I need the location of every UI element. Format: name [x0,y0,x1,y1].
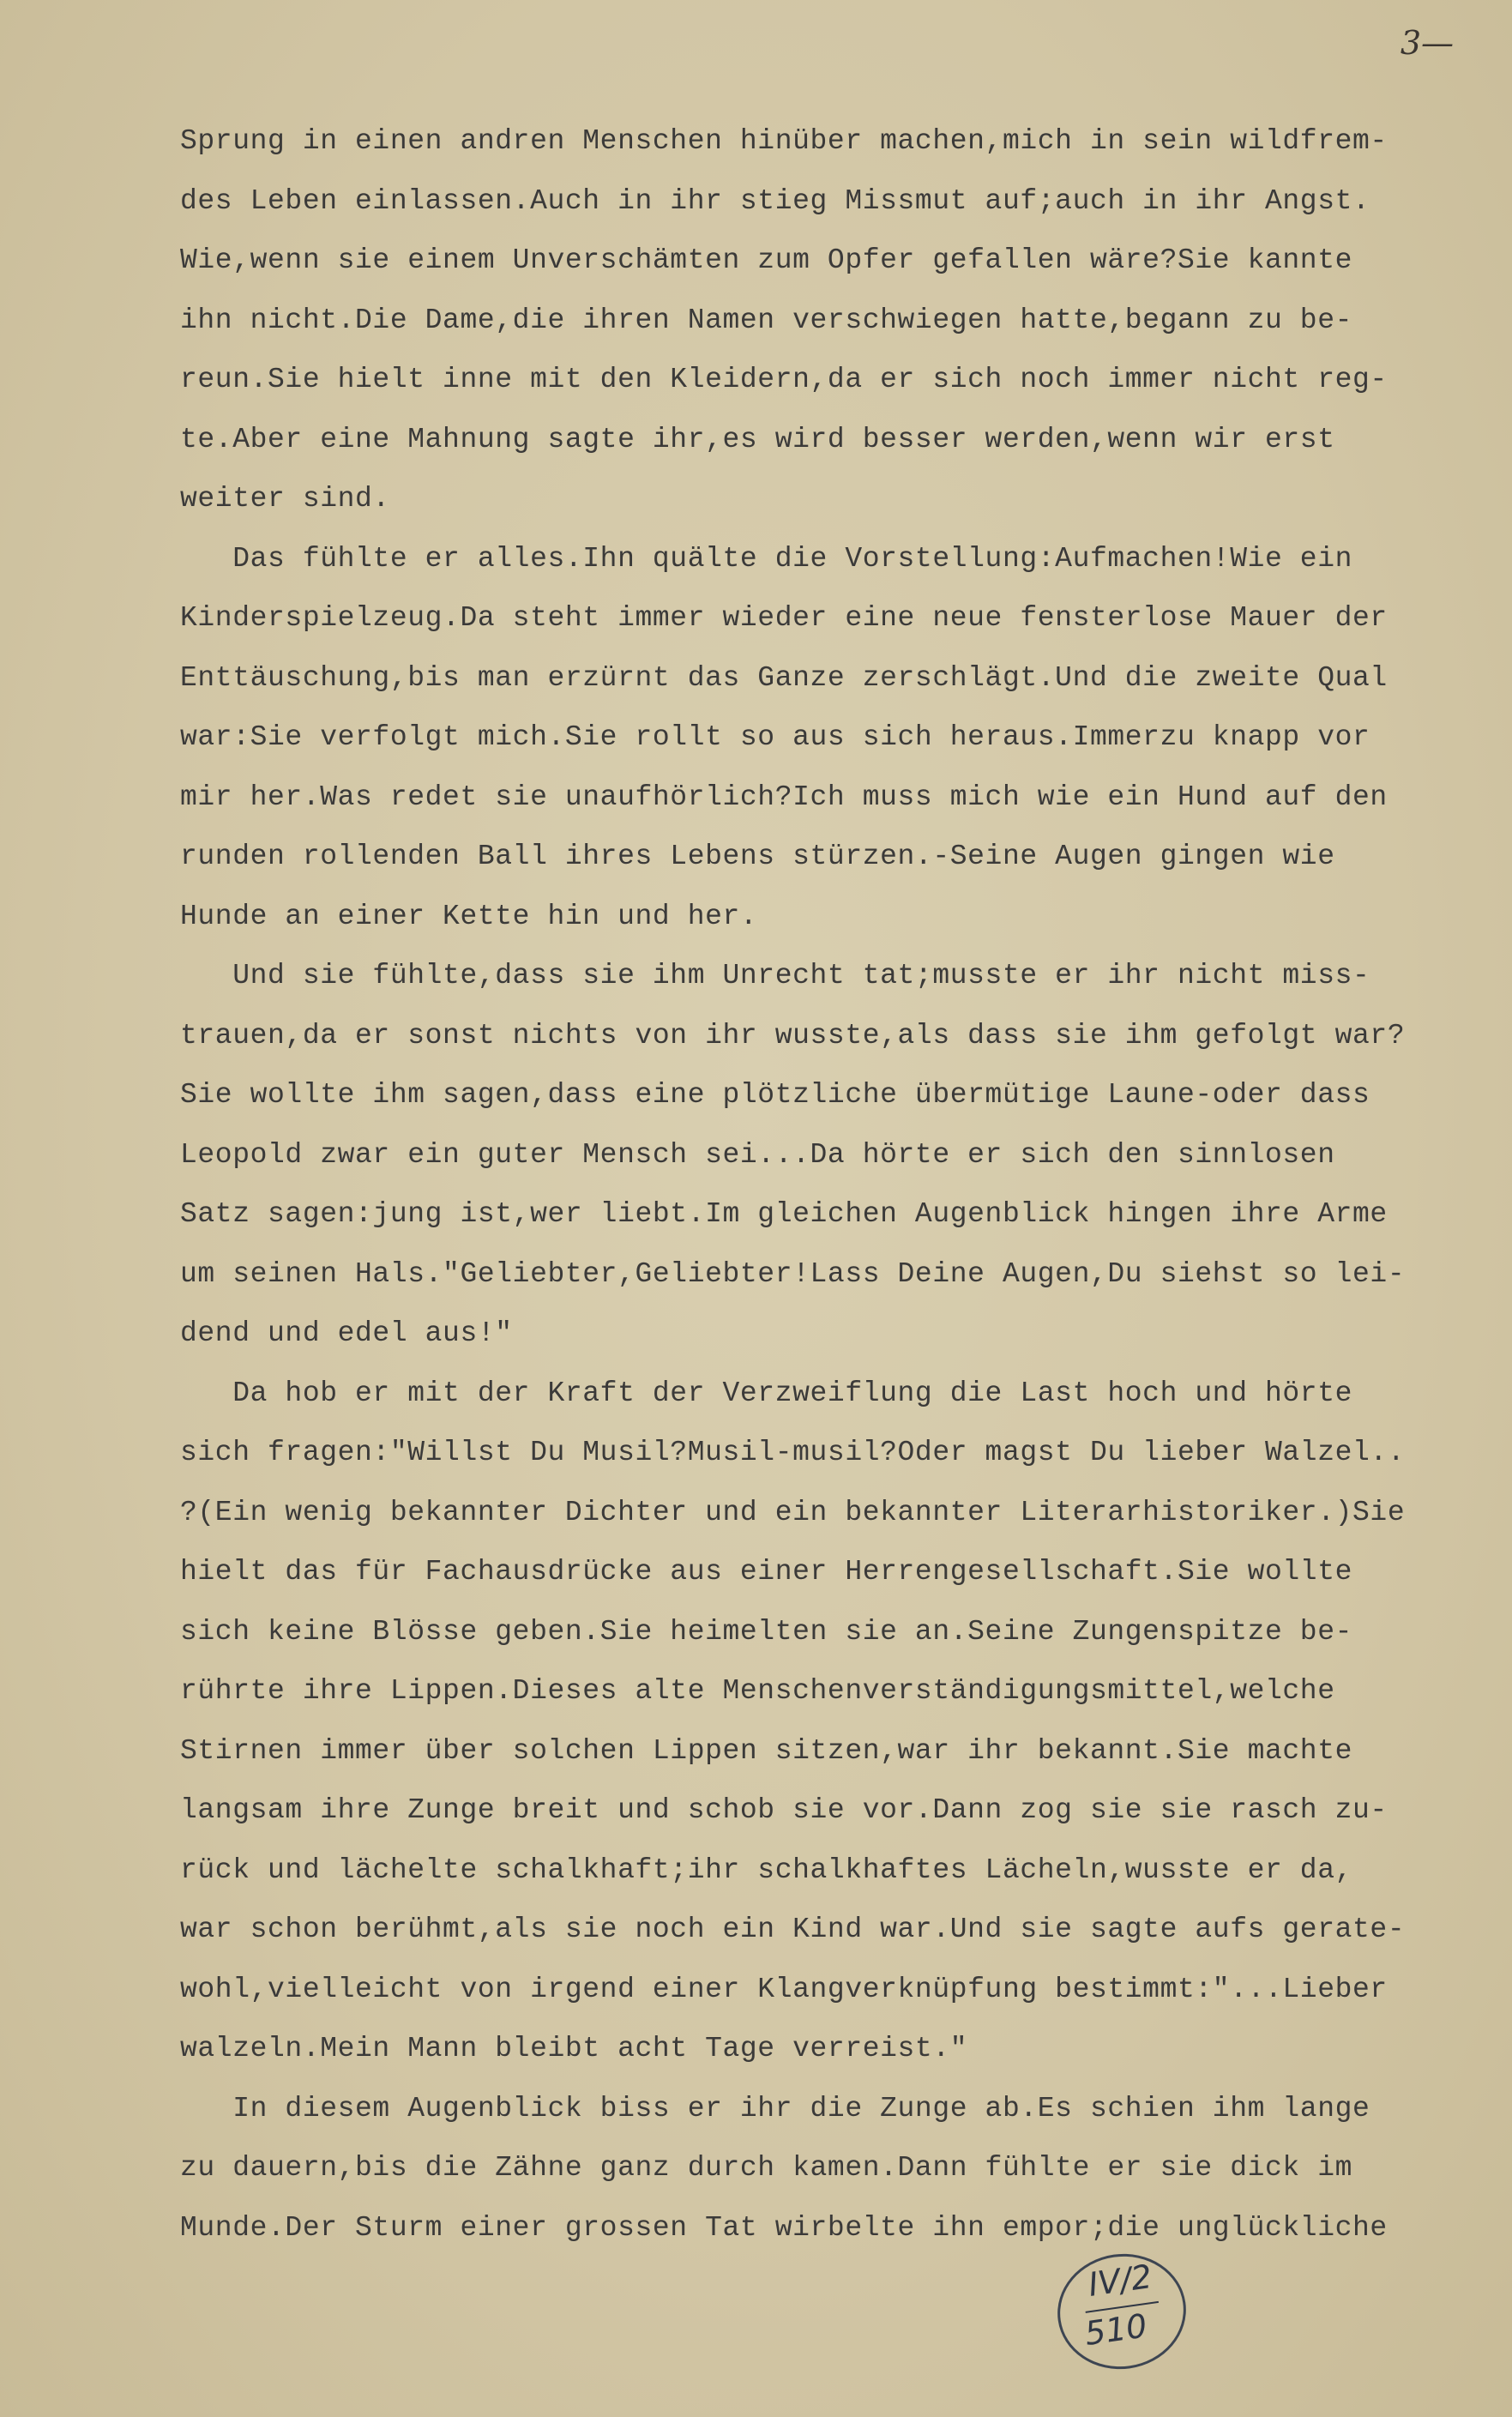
text-line: Hunde an einer Kette hin und her. [180,900,758,932]
text-line: Satz sagen:jung ist,wer liebt.Im gleichen Augenblick hingen ihre Arme [180,1198,1388,1230]
text-line: weiter sind. [180,483,390,515]
text-line: des Leben einlassen.Auch in ihr stieg Missmut auf;auch in ihr Angst. [180,184,1370,217]
text-line: wohl,vielleicht von irgend einer Klangverknüpfung bestimmt:"...Lieber [180,1973,1388,2005]
text-line: um seinen Hals."Geliebter,Geliebter!Lass Deine Augen,Du siehst so lei- [180,1257,1406,1290]
text-line: te.Aber eine Mahnung sagte ihr,es wird besser werden,wenn wir erst [180,423,1335,455]
text-line: rück und lächelte schalkhaft;ihr schalkhaftes Lächeln,wusste er da, [180,1853,1353,1886]
text-line: zu dauern,bis die Zähne ganz durch kamen.Dann fühlte er sie dick im [180,2152,1353,2184]
text-line: Das fühlte er alles.Ihn quälte die Vorstellung:Aufmachen!Wie ein [180,542,1353,575]
text-line: ihn nicht.Die Dame,die ihren Namen verschwiegen hatte,begann zu be- [180,304,1353,336]
text-line: reun.Sie hielt inne mit den Kleidern,da er sich noch immer nicht reg- [180,364,1388,395]
text-line: rührte ihre Lippen.Dieses alte Menschenverständigungsmittel,welche [180,1675,1335,1707]
text-line: ?(Ein wenig bekannter Dichter und ein bekannter Literarhistoriker.)Sie [180,1496,1406,1528]
stamp-signature-bottom: 510 [1082,2306,1150,2353]
text-line: Munde.Der Sturm einer grossen Tat wirbelte ihn empor;die unglückliche [180,2211,1388,2244]
text-line: trauen,da er sonst nichts von ihr wusste,als dass sie ihm gefolgt war? [180,1019,1406,1052]
text-line: mir her.Was redet sie unaufhörlich?Ich muss mich wie ein Hund auf den [180,781,1388,813]
text-line: Stirnen immer über solchen Lippen sitzen,war ihr bekannt.Sie machte [180,1734,1353,1767]
typescript-body [180,112,1449,2257]
text-line: Kinderspielzeug.Da steht immer wieder eine neue fensterlose Mauer der [180,602,1388,634]
text-line: sich fragen:"Willst Du Musil?Musil-musil?Oder magst Du lieber Walzel.. [180,1437,1406,1468]
text-line: Sie wollte ihm sagen,dass eine plötzliche übermütige Laune-oder dass [180,1079,1370,1111]
text-line: dend und edel aus!" [180,1317,513,1349]
page-number: 3— [1400,24,1454,62]
text-line: hielt das für Fachausdrücke aus einer Herrengesellschaft.Sie wollte [180,1556,1353,1588]
text-line: Da hob er mit der Kraft der Verzweiflung die Last hoch und hörte [180,1377,1353,1409]
archive-stamp [1050,2245,1193,2378]
text-line: walzeln.Mein Mann bleibt acht Tage verreist." [180,2033,968,2064]
text-line: Und sie fühlte,dass sie ihm Unrecht tat;musste er ihr nicht miss- [180,960,1370,992]
text-line: In diesem Augenblick biss er ihr die Zunge ab.Es schien ihm lange [180,2092,1370,2125]
text-line: Enttäuschung,bis man erzürnt das Ganze zerschlägt.Und die zweite Qual [180,661,1388,694]
text-line: sich keine Blösse geben.Sie heimelten sie an.Seine Zungenspitze be- [180,1615,1353,1648]
text-line: war:Sie verfolgt mich.Sie rollt so aus sich heraus.Immerzu knapp vor [180,721,1370,753]
text-line: war schon berühmt,als sie noch ein Kind war.Und sie sagte aufs gerate- [180,1914,1406,1945]
text-line: Sprung in einen andren Menschen hinüber machen,mich in sein wildfrem- [180,125,1388,157]
text-line: runden rollenden Ball ihres Lebens stürzen.-Seine Augen gingen wie [180,841,1335,872]
text-line: Wie,wenn sie einem Unverschämten zum Opfer gefallen wäre?Sie kannte [180,244,1353,276]
text-line: Leopold zwar ein guter Mensch sei...Da hörte er sich den sinnlosen [180,1138,1335,1171]
text-line: langsam ihre Zunge breit und schob sie vor.Dann zog sie sie rasch zu- [180,1794,1388,1826]
stamp-signature-top: IV/2 [1086,2257,1154,2304]
